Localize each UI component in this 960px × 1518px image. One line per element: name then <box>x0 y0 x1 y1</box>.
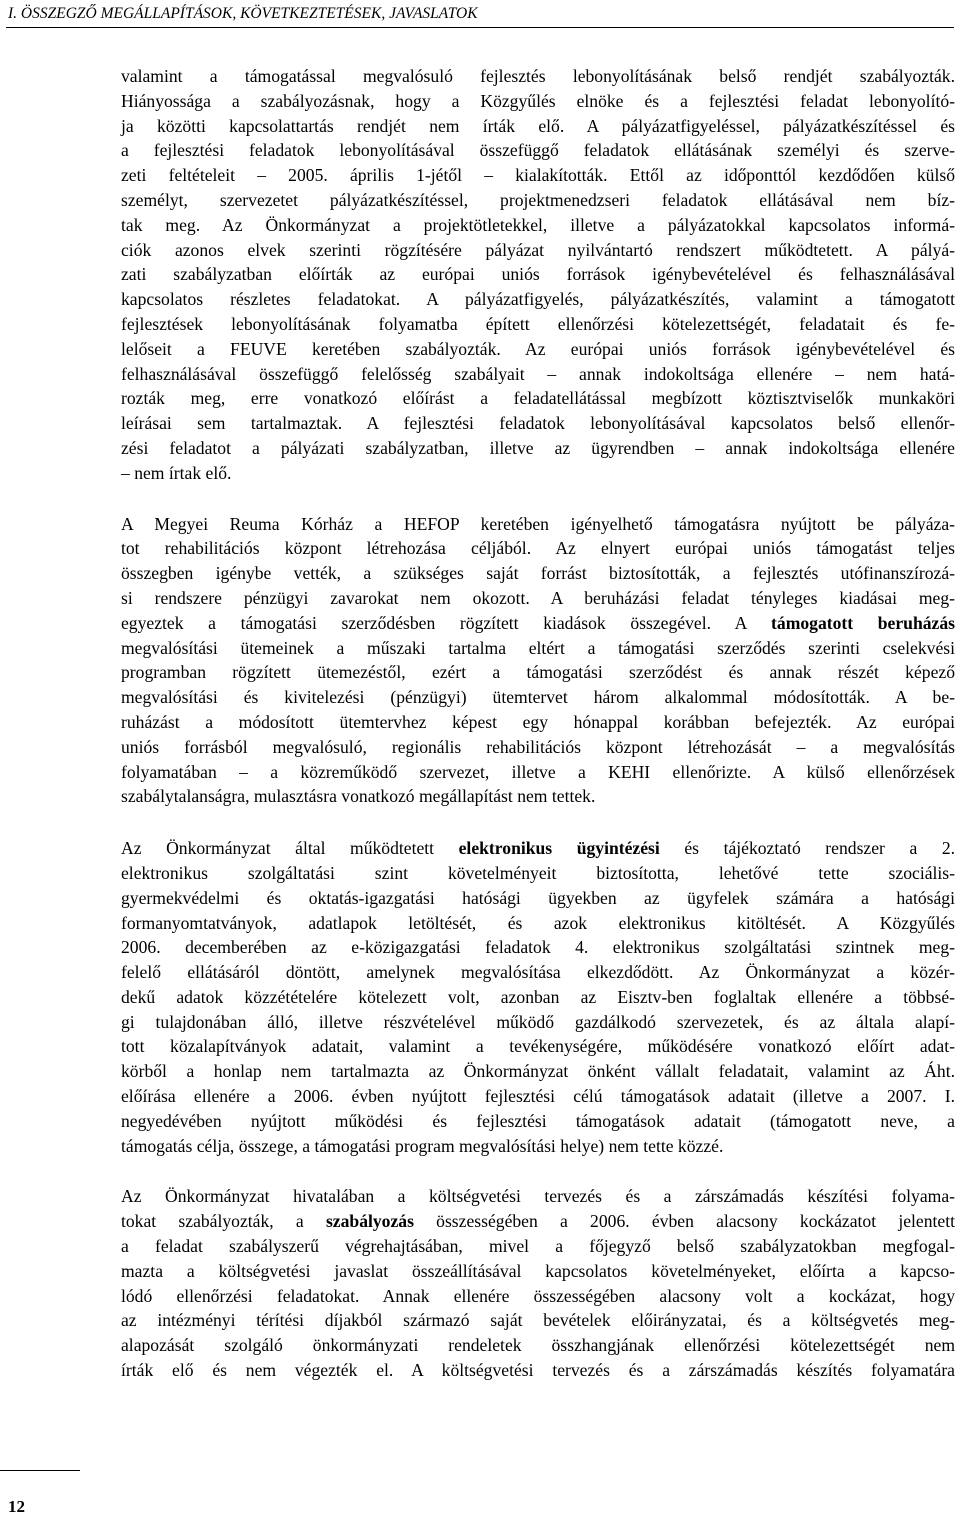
text-line: ciók azonos elvek szerinti rögzítésére pályázat nyilvántartó rendszert működtetett. A pályá- <box>121 239 955 260</box>
text-line: tott közalapítványok adatait, valamint a tevékenységére, működésére vonatkozó előírt adat- <box>121 1036 955 1057</box>
text-line: összegben igénybe vették, a szükséges saját forrást biztosították, a fejlesztés utófinanszírozá- <box>121 563 955 584</box>
text-line: lelőseit a FEUVE keretében szabályozták. Az európai uniós források igénybevételével és <box>121 338 955 359</box>
text-line: körből a honlap nem tartalmazta az Önkormányzat önként vállalt feladatait, valamint az Áht. <box>121 1061 955 1082</box>
text-line-mixed <box>121 611 955 636</box>
bold-phrase: támogatott beruházás <box>771 612 955 633</box>
text-line: gyermekvédelmi és oktatás-igazgatási hatósági ügyekben az ügyfelek számára a hatósági <box>121 887 955 908</box>
text-line: – nem írtak elő. <box>121 462 232 483</box>
text-line: dekű adatok közzétételére kötelezett volt, azonban az Eisztv-ben foglaltak ellenére a többsé- <box>121 986 955 1007</box>
document-body <box>121 64 955 1383</box>
text-line: negyedévében nyújtott működési és fejlesztési támogatások adatait (támogatott neve, a <box>121 1110 955 1131</box>
text-run: egyeztek a támogatási szerződésben rögzített kiadások összegével. A <box>121 612 772 633</box>
text-line: ruházást a módosított ütemtervhez képest egy hónappal korábban befejezték. Az európai <box>121 711 955 732</box>
text-line: leírásai sem tartalmaztak. A fejlesztési feladatok lebonyolításával kapcsolatos belső ellenőr- <box>121 413 955 434</box>
text-line: formanyomtatványok, adatlapok letöltését, és azok elektronikus kitöltését. A Közgyűlés <box>121 912 955 933</box>
paragraph-gap <box>121 809 955 836</box>
text-line: szabálytalanságra, mulasztásra vonatkozó megállapítást nem tettek. <box>121 786 596 807</box>
text-line: támogatás célja, összege, a támogatási program megvalósítási helye) nem tette közzé. <box>121 1135 724 1156</box>
text-line: uniós forrásból megvalósuló, regionális rehabilitációs központ létrehozását – a megvalósítás <box>121 736 955 757</box>
page-number: 12 <box>8 1497 25 1516</box>
text-line: kapcsolatos részletes feladatokat. A pályázatfigyelés, pályázatkészítés, valamint a támogatott <box>121 289 955 310</box>
paragraph-2 <box>121 512 955 810</box>
text-run: összességében a 2006. évben alacsony kockázatot jelentett <box>413 1211 956 1232</box>
text-line: Hiányossága a szabályozásnak, hogy a Közgyűlés elnöke és a fejlesztési feladat lebonyolító- <box>121 90 955 111</box>
text-line: Az Önkormányzat hivatalában a költségvetési tervezés és a zárszámadás készítési folyama- <box>121 1186 955 1207</box>
text-line-mixed <box>121 836 955 861</box>
text-line: zési feladatot a pályázati szabályzatban, illetve az ügyrendben – annak indokoltsága ellenére <box>121 437 955 458</box>
text-run: tokat szabályozták, a <box>121 1211 326 1232</box>
text-line: folyamatában – a közreműködő szervezet, illetve a KEHI ellenőrizte. A külső ellenőrzések <box>121 761 955 782</box>
text-line: valamint a támogatással megvalósuló fejlesztés lebonyolításának belső rendjét szabályozták. <box>121 66 955 86</box>
header-rule <box>6 27 954 28</box>
text-line: si rendszere pénzügyi zavarokat nem okozott. A beruházási feladat tényleges kiadásai meg- <box>121 587 955 608</box>
text-line: a fejlesztési feladatok lebonyolításával összefüggő feladatok ellátásának személyi és szerve- <box>121 140 955 161</box>
text-run: Az Önkormányzat által működtetett <box>121 838 459 859</box>
bold-phrase: szabályozás <box>325 1211 414 1232</box>
text-line: megvalósítási és kivitelezési (pénzügyi) ütemtervet három alkalommal módosították. A be- <box>121 687 955 708</box>
text-line: előírása ellenére a 2006. évben nyújtott fejlesztési célú támogatások adatait (illetve a 2007. I. <box>121 1086 955 1107</box>
text-run: és tájékoztató rendszer a 2. <box>659 838 956 859</box>
footer-rule <box>0 1470 80 1471</box>
text-line: írták elő és nem végezték el. A költségvetési tervezés és a zárszámadás készítés folyamatára <box>121 1360 955 1381</box>
text-line: programban rögzített ütemezéstől, ezért a támogatási szerződést és annak részét képező <box>121 662 955 683</box>
text-line: A Megyei Reuma Kórház a HEFOP keretében igényelhető támogatásra nyújtott be pályáza- <box>121 513 955 534</box>
text-line: az intézményi térítési díjakból származó saját bevételek előirányzatai, és a költségvetés meg- <box>121 1310 955 1331</box>
text-line: fejlesztések lebonyolításának folyamatba épített ellenőrzési kötelezettségét, feladatait és fe- <box>121 313 955 334</box>
text-line: zeti feltételeit – 2005. április 1-jétől – kialakították. Ettől az időponttól kezdődően külső <box>121 165 955 186</box>
text-line: elektronikus szolgáltatási szint követelményeit biztosította, lehetővé tette szociális- <box>121 862 955 883</box>
text-line: 2006. decemberében az e-közigazgatási feladatok 4. elektronikus szolgáltatási szintnek meg- <box>121 937 955 958</box>
text-line: megvalósítási ütemeinek a műszaki tartalma eltért a támogatási szerződés szerinti cselekvési <box>121 637 955 658</box>
text-line: ja közötti kapcsolattartás rendjét nem írták elő. A pályázatfigyeléssel, pályázatkészítéssel és <box>121 115 955 136</box>
text-line: felelő ellátásáról döntött, amelynek megvalósítása elkezdődött. Az Önkormányzat a közér- <box>121 962 955 983</box>
text-line: tak meg. Az Önkormányzat a projektötletekkel, illetve a pályázatokkal kapcsolatos informá- <box>121 214 955 235</box>
text-line: zati szabályzatban előírták az európai uniós források igénybevételével és felhasználásával <box>121 264 955 285</box>
text-line: gi tulajdonában álló, illetve részvételével működő gazdálkodó szervezetek, és az általa alapí- <box>121 1011 955 1032</box>
text-line-mixed <box>121 1209 955 1234</box>
text-line: alapozását szolgáló önkormányzati rendeletek összhangjának ellenőrzési kötelezettségét nem <box>121 1335 955 1356</box>
paragraph-1 <box>121 64 955 486</box>
paragraph-gap <box>121 486 955 512</box>
running-header: I. ÖSSZEGZŐ MEGÁLLAPÍTÁSOK, KÖVETKEZTETÉSEK, JAVASLATOK <box>8 5 478 22</box>
text-line: lódó ellenőrzési feladatokat. Annak ellenére összességében alacsony volt a kockázat, hogy <box>121 1285 955 1306</box>
text-line: mazta a költségvetési javaslat összeállításával kapcsolatos követelményeket, előírta a kapcso- <box>121 1260 955 1281</box>
text-line: személyt, szervezetet pályázatkészítéssel, projektmenedzseri feladatok ellátásával nem bíz- <box>121 189 955 210</box>
text-line: rozták meg, erre vonatkozó előírást a feladatellátással megbízott köztisztviselők munkaköri <box>121 388 955 409</box>
text-line: tot rehabilitációs központ létrehozása céljából. Az elnyert európai uniós támogatást teljes <box>121 538 955 559</box>
paragraph-gap <box>121 1158 955 1184</box>
text-line: a feladat szabályszerű végrehajtásában, mivel a főjegyző belső szabályzatokban megfogal- <box>121 1236 955 1257</box>
bold-phrase: elektronikus ügyintézési <box>458 838 660 859</box>
text-line: felhasználásával összefüggő felelősség szabályait – annak indokoltsága ellenére – nem hatá- <box>121 363 955 384</box>
paragraph-4 <box>121 1184 955 1382</box>
paragraph-3 <box>121 836 955 1158</box>
